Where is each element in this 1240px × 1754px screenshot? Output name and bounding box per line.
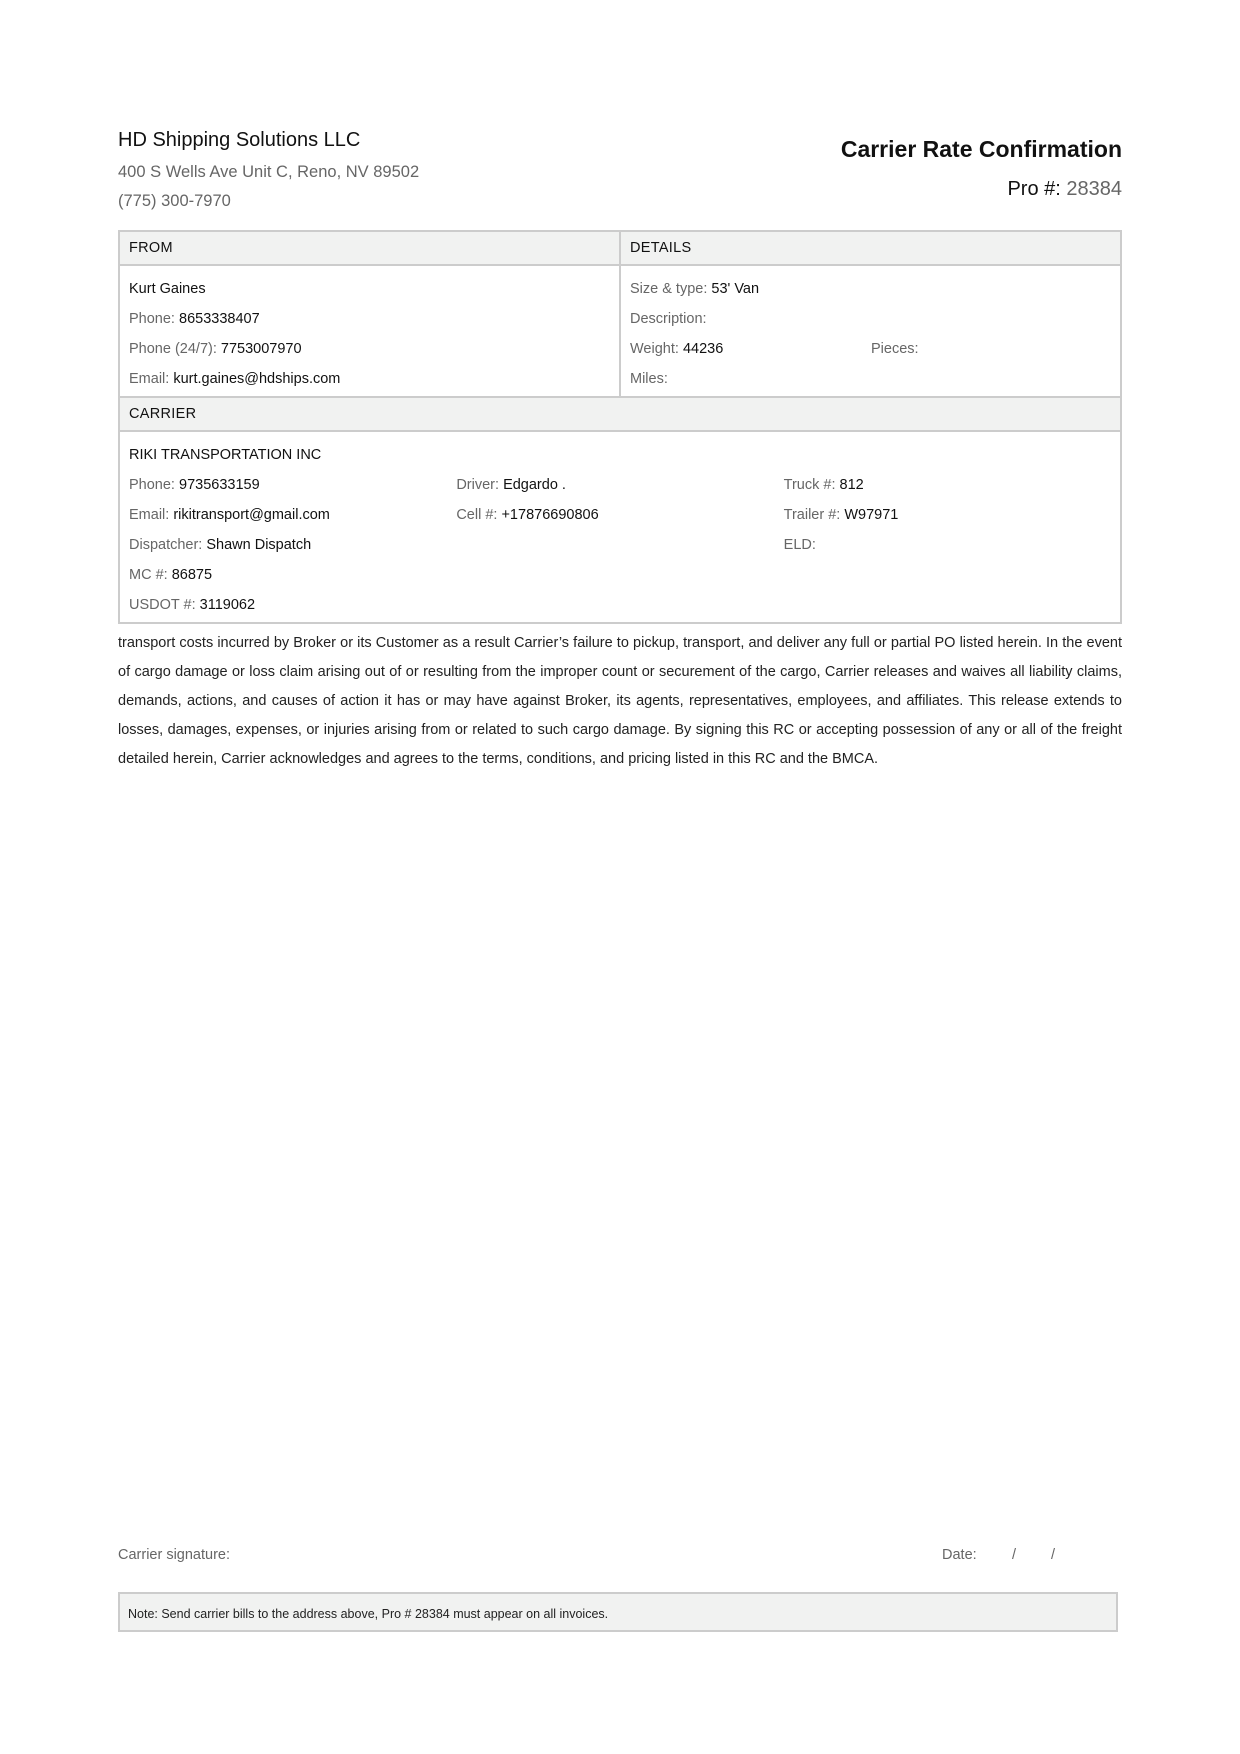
carrier-contact-column [129, 470, 456, 620]
details-size-label: Size & type: [630, 281, 708, 297]
details-description-label: Description: [630, 311, 707, 327]
from-email-label: Email: [129, 371, 170, 387]
carrier-section [119, 431, 1121, 623]
details-pieces [871, 334, 919, 364]
details-size: 53' Van [711, 281, 760, 297]
carrier-equipment-column [784, 470, 1111, 620]
document-title: Carrier Rate Confirmation [840, 136, 1122, 162]
carrier-driver: Edgardo . [503, 477, 566, 493]
carrier-driver-row [456, 470, 783, 500]
carrier-phone: 9735633159 [179, 477, 260, 493]
from-section [119, 265, 620, 397]
carrier-phone-label: Phone: [129, 477, 175, 493]
from-phone247-row [129, 334, 610, 364]
carrier-truck-label: Truck #: [783, 477, 836, 493]
carrier-mc-row [129, 560, 456, 590]
info-table [118, 230, 1122, 624]
from-heading: FROM [119, 231, 620, 265]
carrier-mc: 86875 [171, 567, 213, 583]
from-email: kurt.gaines@hdships.com [173, 371, 341, 387]
from-phone-label: Phone: [129, 311, 175, 327]
details-miles-row [630, 364, 1111, 394]
carrier-eld-row [784, 530, 1111, 560]
carrier-usdot-row [129, 590, 456, 620]
carrier-trailer-row [784, 500, 1111, 530]
date-slash-1: / [1012, 1547, 1017, 1563]
document-header [118, 0, 1122, 230]
details-weight-value: 44236 [682, 341, 724, 357]
details-weight-label: Weight: [630, 341, 679, 357]
carrier-cell-label: Cell #: [456, 507, 498, 523]
date-label: Date: [942, 1547, 977, 1563]
pro-number [1007, 178, 1122, 201]
carrier-dispatcher-label: Dispatcher: [129, 537, 203, 553]
pro-label: Pro #: [1007, 178, 1061, 200]
carrier-email-row [129, 500, 456, 530]
carrier-name: RIKI TRANSPORTATION INC [129, 447, 322, 463]
company-address: 400 S Wells Ave Unit C, Reno, NV 89502 [118, 163, 420, 181]
carrier-trailer: W97971 [844, 507, 899, 523]
carrier-signature-label: Carrier signature: [118, 1547, 231, 1563]
from-phone247: 7753007970 [220, 341, 302, 357]
carrier-trailer-label: Trailer #: [783, 507, 841, 523]
carrier-phone-row [129, 470, 456, 500]
details-size-row [630, 274, 1111, 304]
details-weight-row [630, 334, 1111, 364]
carrier-heading: CARRIER [119, 397, 1121, 431]
carrier-dispatcher: Shawn Dispatch [206, 537, 312, 553]
from-phone-row [129, 304, 610, 334]
carrier-mc-label: MC #: [129, 567, 168, 583]
details-description-row [630, 304, 1111, 334]
details-miles-label: Miles: [630, 371, 668, 387]
carrier-email: rikitransport@gmail.com [173, 507, 330, 523]
company-name: HD Shipping Solutions LLC [118, 129, 361, 151]
date-slash-2: / [1051, 1547, 1056, 1563]
from-name: Kurt Gaines [129, 281, 206, 297]
carrier-truck-row [784, 470, 1111, 500]
carrier-email-label: Email: [129, 507, 170, 523]
from-phone: 8653338407 [179, 311, 260, 327]
from-email-row [129, 364, 610, 394]
details-heading: DETAILS [620, 231, 1121, 265]
carrier-driver-column [456, 470, 783, 620]
carrier-driver-label: Driver: [456, 477, 500, 493]
carrier-cell: +17876690806 [501, 507, 599, 523]
carrier-usdot: 3119062 [199, 597, 256, 613]
carrier-dispatcher-row [129, 530, 456, 560]
terms-paragraph: transport costs incurred by Broker or its Customer as a result Carrier’s failure to pickup, transport, and deliver any full or partial PO listed herein. In the event of cargo damage or loss claim arising out of or resulting from the improper count or securement of the cargo, Carrier releases and waives all liability claims, demands, actions, and causes of action it has or may have against Broker, its agents, representatives, employees, and affiliates. This release extends to losses, damages, expenses, or injuries arising from or related to such cargo damage. By signing this RC or accepting possession of any or all of the freight detailed herein, Carrier acknowledges and agrees to the terms, conditions, and pricing listed in this RC and the BMCA. [118, 635, 1122, 767]
details-weight [630, 334, 871, 364]
signature-row [118, 1547, 1122, 1563]
invoice-note: Note: Send carrier bills to the address above, Pro # 28384 must appear on all invoices. [118, 1592, 1118, 1632]
from-phone247-label: Phone (24/7): [129, 341, 217, 357]
carrier-truck: 812 [839, 477, 864, 493]
carrier-columns [129, 470, 1111, 620]
company-phone: (775) 300-7970 [118, 192, 231, 210]
carrier-eld-label: ELD: [783, 537, 816, 553]
carrier-usdot-label: USDOT #: [129, 597, 196, 613]
rate-confirmation-page [118, 0, 1122, 1621]
pro-value: 28384 [1066, 178, 1122, 200]
details-section [620, 265, 1121, 397]
details-pieces-label: Pieces: [871, 341, 919, 357]
carrier-cell-row [456, 500, 783, 530]
